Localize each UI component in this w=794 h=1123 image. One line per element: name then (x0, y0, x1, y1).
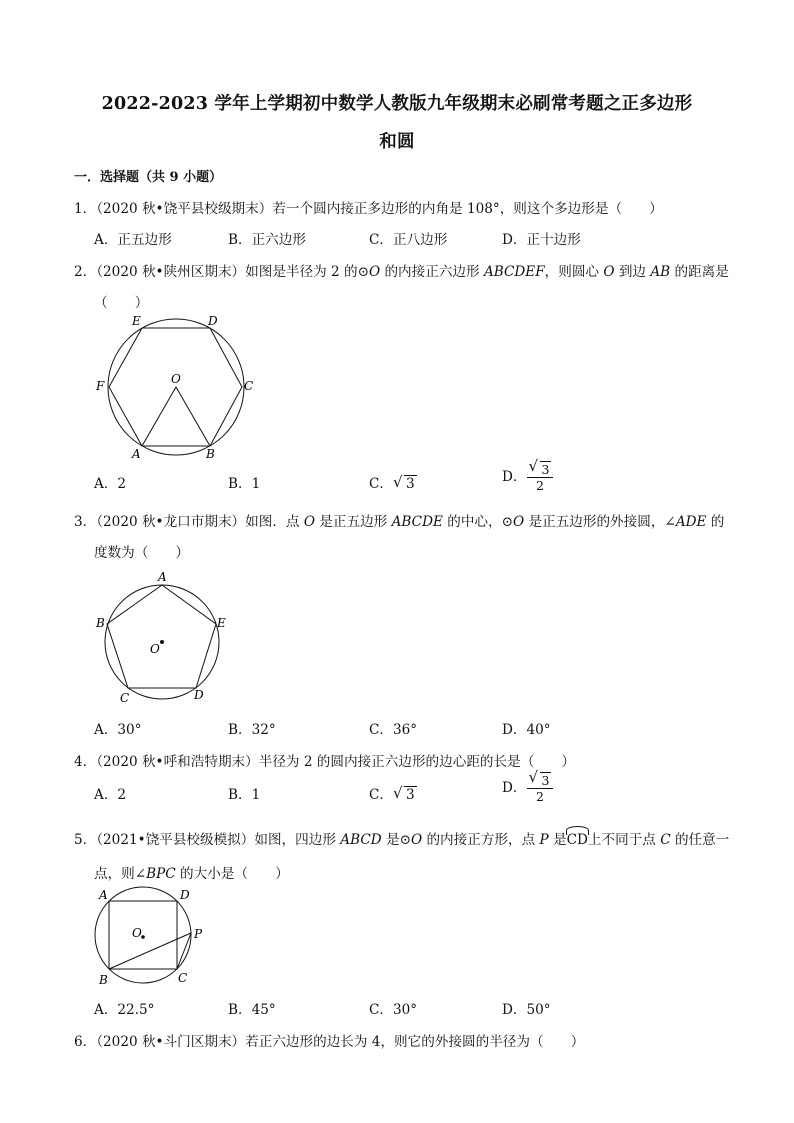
fraction-sqrt3-over-2: √ 3 2 (527, 773, 554, 804)
label-e: E (217, 616, 226, 630)
q2-option-a: A．2 (94, 476, 127, 492)
q1-option-a: A．正五边形 (94, 232, 172, 248)
q3-option-d: D．40° (502, 722, 551, 738)
question-3-text: 3．（2020 秋•龙口市期末）如图．点 O 是正五边形 ABCDE 的中心，⊙O 是正五边形的外接圆，∠ADE 的 (74, 514, 725, 530)
label-c: C (244, 379, 254, 393)
q4-option-b: B．1 (228, 787, 261, 803)
hexagon-circle-diagram (90, 312, 260, 462)
q1-option-c: C．正八边形 (369, 232, 448, 248)
sqrt-three: √ 3 (393, 473, 415, 492)
pentagon-circle-diagram (90, 568, 240, 710)
triangle-bpc (109, 933, 191, 969)
label-c: C (120, 691, 130, 705)
label-d: D (194, 688, 204, 702)
q1-option-d: D．正十边形 (502, 232, 581, 248)
question-4-text: 4．（2020 秋•呼和浩特期末）半径为 2 的圆内接正六边形的边心距的长是（ ） (74, 754, 576, 770)
label-b: B (99, 973, 108, 987)
label-o: O (132, 926, 142, 940)
label-e: E (132, 314, 141, 328)
q4-option-d: D． √ 3 2 (502, 773, 553, 804)
label-a: A (132, 447, 141, 461)
q5-option-c: C．30° (369, 1002, 418, 1018)
question-5-text-line2: 点，则∠BPC 的大小是（ ） (94, 866, 289, 882)
document-title-line2: 和圆 (379, 132, 415, 152)
q3-option-b: B．32° (228, 722, 276, 738)
question-2-text: 2．（2020 秋•陕州区期末）如图是半径为 2 的⊙O 的内接正六边形 ABCDEF，则圆心 O 到边 AB 的距离是 (74, 264, 729, 280)
q1-option-b: B．正六边形 (228, 232, 306, 248)
q5-option-a: A．22.5° (94, 1002, 155, 1018)
label-a: A (99, 888, 108, 902)
label-o: O (171, 372, 181, 386)
arc-cd: CD (566, 832, 588, 848)
q3-option-a: A．30° (94, 722, 142, 738)
q4-option-c: C． √ 3 (369, 784, 415, 803)
q5-option-b: B．45° (228, 1002, 276, 1018)
q5-option-d: D．50° (502, 1002, 551, 1018)
label-d: D (180, 888, 190, 902)
label-a: A (158, 570, 167, 584)
triangle-oab (142, 387, 210, 446)
question-1-text: 1．（2020 秋•饶平县校级期末）若一个圆内接正多边形的内角是 108°，则这个多边形是（ ） (74, 201, 663, 217)
section-heading: 一．选择题（共 9 小题） (74, 170, 223, 185)
label-c: C (178, 971, 188, 985)
fraction-sqrt3-over-2: √ 3 2 (527, 462, 554, 493)
q3-option-c: C．36° (369, 722, 418, 738)
q2-option-c: C． √ 3 (369, 473, 415, 492)
q4-option-a: A．2 (94, 787, 127, 803)
question-5-text: 5．（2021•饶平县校级模拟）如图，四边形 ABCD 是⊙O 的内接正方形，点 P 是CD上不同于点 C 的任意一 (74, 832, 730, 848)
square-circle-diagram (88, 886, 218, 990)
question-6-text: 6．（2020 秋•斗门区期末）若正六边形的边长为 4，则它的外接圆的半径为（ ） (74, 1034, 585, 1050)
label-d: D (208, 314, 218, 328)
label-p: P (194, 927, 203, 941)
q2-option-b: B．1 (228, 476, 261, 492)
center-point-o (160, 640, 164, 644)
label-o: O (150, 642, 160, 656)
q2-option-d: D． √ 3 2 (502, 462, 553, 493)
document-title-line1: 2022-2023 学年上学期初中数学人教版九年级期末必刷常考题之正多边形 (101, 94, 693, 114)
sqrt-three: √ 3 (393, 784, 415, 803)
question-3-text-line2: 度数为（ ） (94, 545, 190, 561)
square-abcd (109, 901, 177, 969)
label-b: B (206, 447, 215, 461)
question-2-text-line2: （ ） (94, 295, 149, 311)
label-f: F (96, 379, 105, 393)
label-b: B (96, 616, 105, 630)
